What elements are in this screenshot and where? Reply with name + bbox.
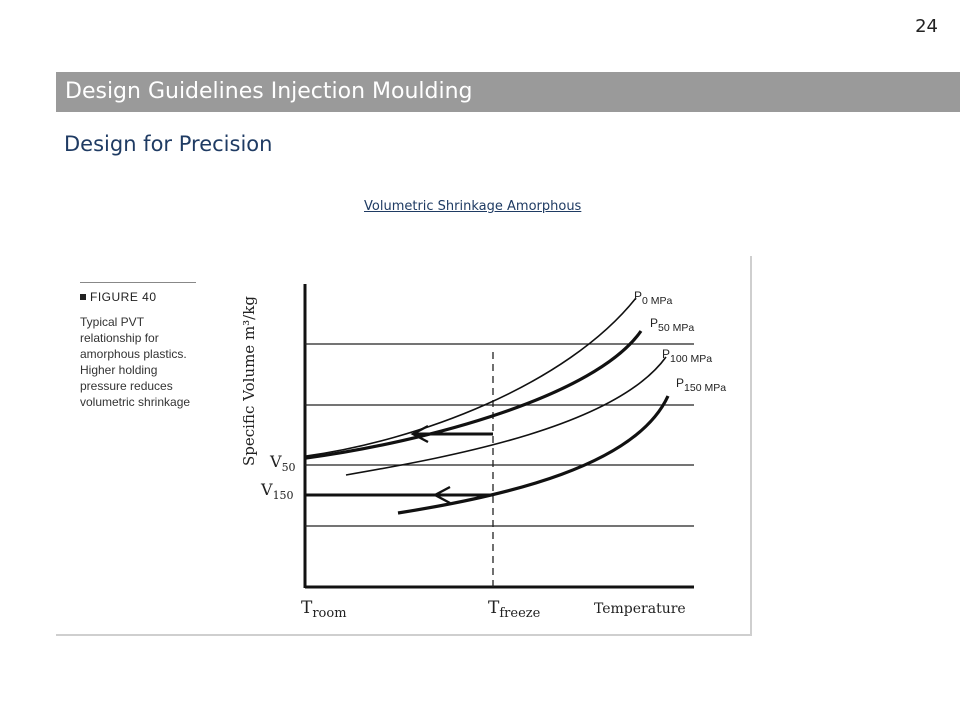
curve-p50	[306, 331, 641, 458]
p100-label: P100 MPa	[662, 347, 713, 365]
p50-label: P50 MPa	[650, 316, 695, 334]
slide-title-bar	[56, 72, 960, 112]
p150-label: P150 MPa	[676, 376, 727, 394]
figure-label-text: FIGURE 40	[90, 290, 157, 304]
section-subtitle: Design for Precision	[64, 132, 273, 156]
v50-label: $V_{50}$	[270, 452, 296, 474]
curve-p100	[346, 357, 666, 475]
y-axis-label: Specific Volume m³/kg	[240, 296, 258, 466]
slide-title: Design Guidelines Injection Moulding	[65, 79, 473, 104]
figure-caption: Typical PVT relationship for amorphous plastics. Higher holding pressure reduces volumetric shrinkage	[80, 315, 191, 409]
volumetric-shrinkage-link[interactable]: Volumetric Shrinkage Amorphous	[364, 199, 582, 214]
pvt-figure	[56, 256, 752, 636]
pvt-diagram	[56, 256, 750, 634]
page-number: 24	[915, 16, 938, 37]
v150-label: $V_{150}$	[261, 480, 294, 502]
p0-label: P0 MPa	[634, 289, 673, 307]
temperature-label: Temperature	[594, 601, 686, 617]
t-freeze-label: $T_{freeze}$	[488, 598, 541, 621]
t-room-label: $T_{room}$	[301, 598, 347, 621]
